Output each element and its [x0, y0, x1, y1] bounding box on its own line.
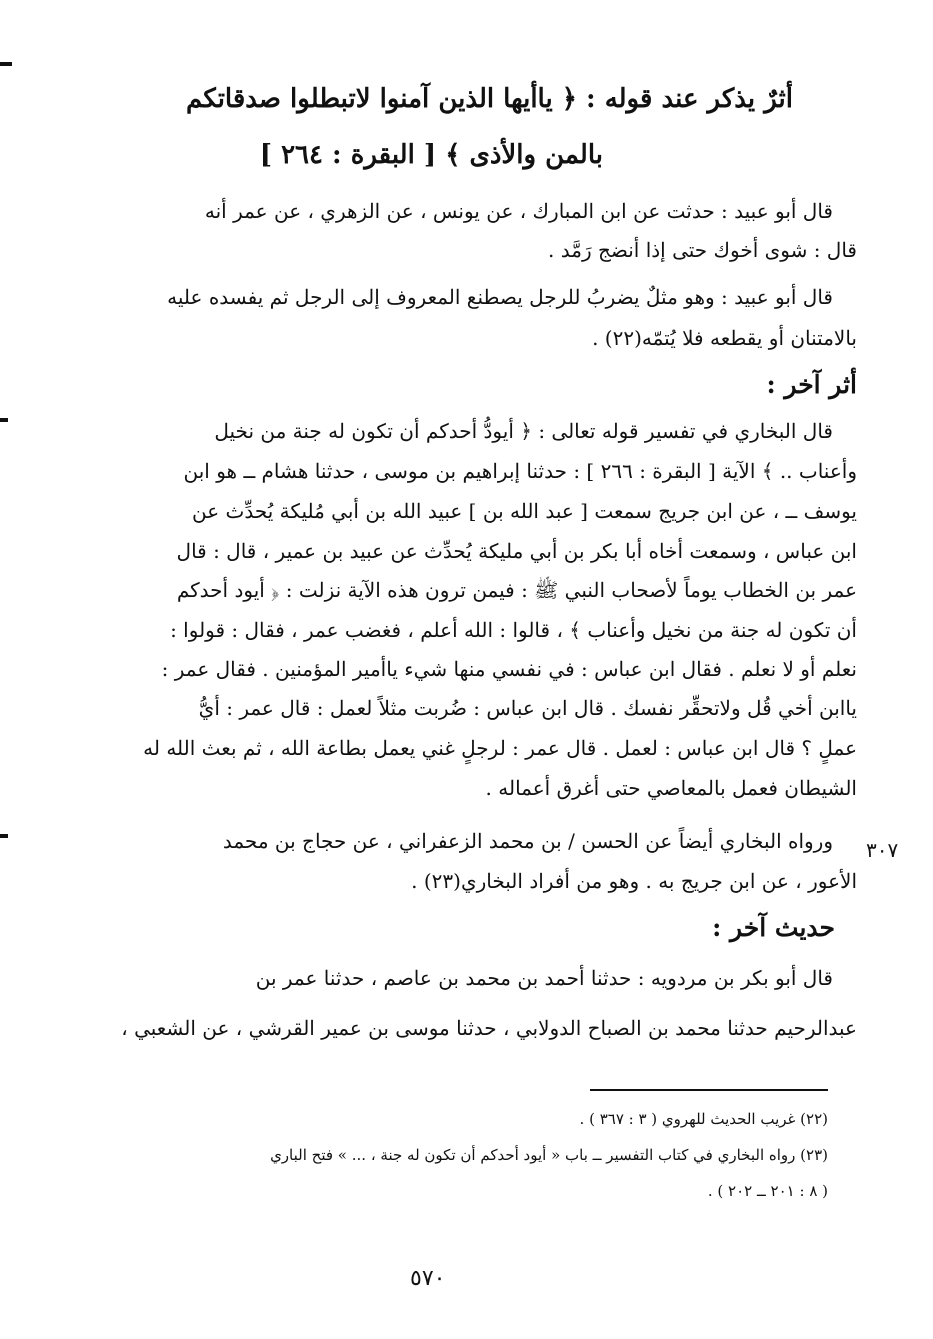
margin-note: ٣٠٧ — [866, 838, 899, 862]
section-title-line-1: أثرٌ يذكر عند قوله : ﴿ ياأيها الذين آمنوا لاتبطلوا صدقاتكم — [186, 84, 793, 114]
footnote-separator — [590, 1089, 828, 1091]
scan-edge-mark — [0, 834, 8, 838]
body-line: عمر بن الخطاب يوماً لأصحاب النبي ﷺ : فيمن ترون هذه الآية نزلت : ﴿ أيود أحدكم — [176, 578, 857, 602]
body-line: ورواه البخاري أيضاً عن الحسن / بن محمد الزعفراني ، عن حجاج بن محمد — [222, 829, 833, 853]
body-line: ياابن أخي قُل ولاتحقِّر نفسك . قال ابن عباس : ضُربت مثلاً لعمل : قال عمر : أيُّ — [198, 696, 857, 720]
body-line: نعلم أو لا نعلم . فقال ابن عباس : في نفسي منها شيء ياأمير المؤمنين . فقال عمر : — [161, 657, 857, 681]
subheading: أثر آخر : — [766, 370, 857, 399]
body-line: الشيطان فعمل بالمعاصي حتى أغرق أعماله . — [485, 776, 857, 800]
footnote: ( ٨ : ٢٠١ ــ ٢٠٢ ) . — [707, 1182, 828, 1200]
body-line: عبدالرحيم حدثنا محمد بن الصباح الدولابي ، حدثنا موسى بن عمير القرشي ، عن الشعبي ، — [121, 1016, 857, 1040]
scan-edge-mark — [0, 62, 12, 66]
subheading: حديث آخر : — [712, 913, 835, 942]
scan-edge-mark — [0, 418, 8, 422]
body-line: قال أبو بكر بن مردويه : حدثنا أحمد بن محمد بن عاصم ، حدثنا عمر بن — [255, 966, 833, 990]
page-number: ٥٧٠ — [410, 1266, 446, 1291]
footnote: (٢٢) غريب الحديث للهروي ( ٣ : ٣٦٧ ) . — [579, 1110, 828, 1128]
body-line: الأعور ، عن ابن جريج به . وهو من أفراد البخاري(٢٣) . — [411, 869, 857, 893]
body-line: أن تكون له جنة من نخيل وأعناب ﴾ ، قالوا : الله أعلم ، فغضب عمر ، فقال : قولوا : — [170, 618, 857, 642]
footnote: (٢٣) رواه البخاري في كتاب التفسير ــ باب « أيود أحدكم أن تكون له جنة ، ... » فتح الباري — [270, 1146, 828, 1164]
body-line: عملٍ ؟ قال ابن عباس : لعمل . قال عمر : لرجلٍ غني يعمل بطاعة الله ، ثم بعث الله له — [143, 736, 857, 760]
body-line: قال أبو عبيد : وهو مثلٌ يضربُ للرجل يصطنع المعروف إلى الرجل ثم يفسده عليه — [167, 285, 833, 309]
body-line: قال : شوى أخوك حتى إذا أنضج رَمَّد . — [548, 238, 857, 262]
body-line: ابن عباس ، وسمعت أخاه أبا بكر بن أبي مليكة يُحدِّث عن عبيد بن عمير ، قال : قال — [176, 539, 857, 563]
body-line: يوسف ــ ، عن ابن جريج سمعت [ عبد الله بن ] عبيد الله بن أبي مُليكة يُحدِّث عن — [192, 499, 857, 523]
body-line: بالامتنان أو يقطعه فلا يُتمّه(٢٢) . — [592, 326, 857, 350]
body-line: وأعناب .. ﴾ الآية [ البقرة : ٢٦٦ ] : حدثنا إبراهيم بن موسى ، حدثنا هشام ــ هو ابن — [183, 459, 857, 483]
body-line: قال البخاري في تفسير قوله تعالى : ﴿ أيودُّ أحدكم أن تكون له جنة من نخيل — [214, 419, 833, 443]
section-title-line-2: بالمن والأذى ﴾ [ البقرة : ٢٦٤ ] — [259, 140, 603, 170]
body-line: قال أبو عبيد : حدثت عن ابن المبارك ، عن يونس ، عن الزهري ، عن عمر أنه — [204, 199, 833, 223]
